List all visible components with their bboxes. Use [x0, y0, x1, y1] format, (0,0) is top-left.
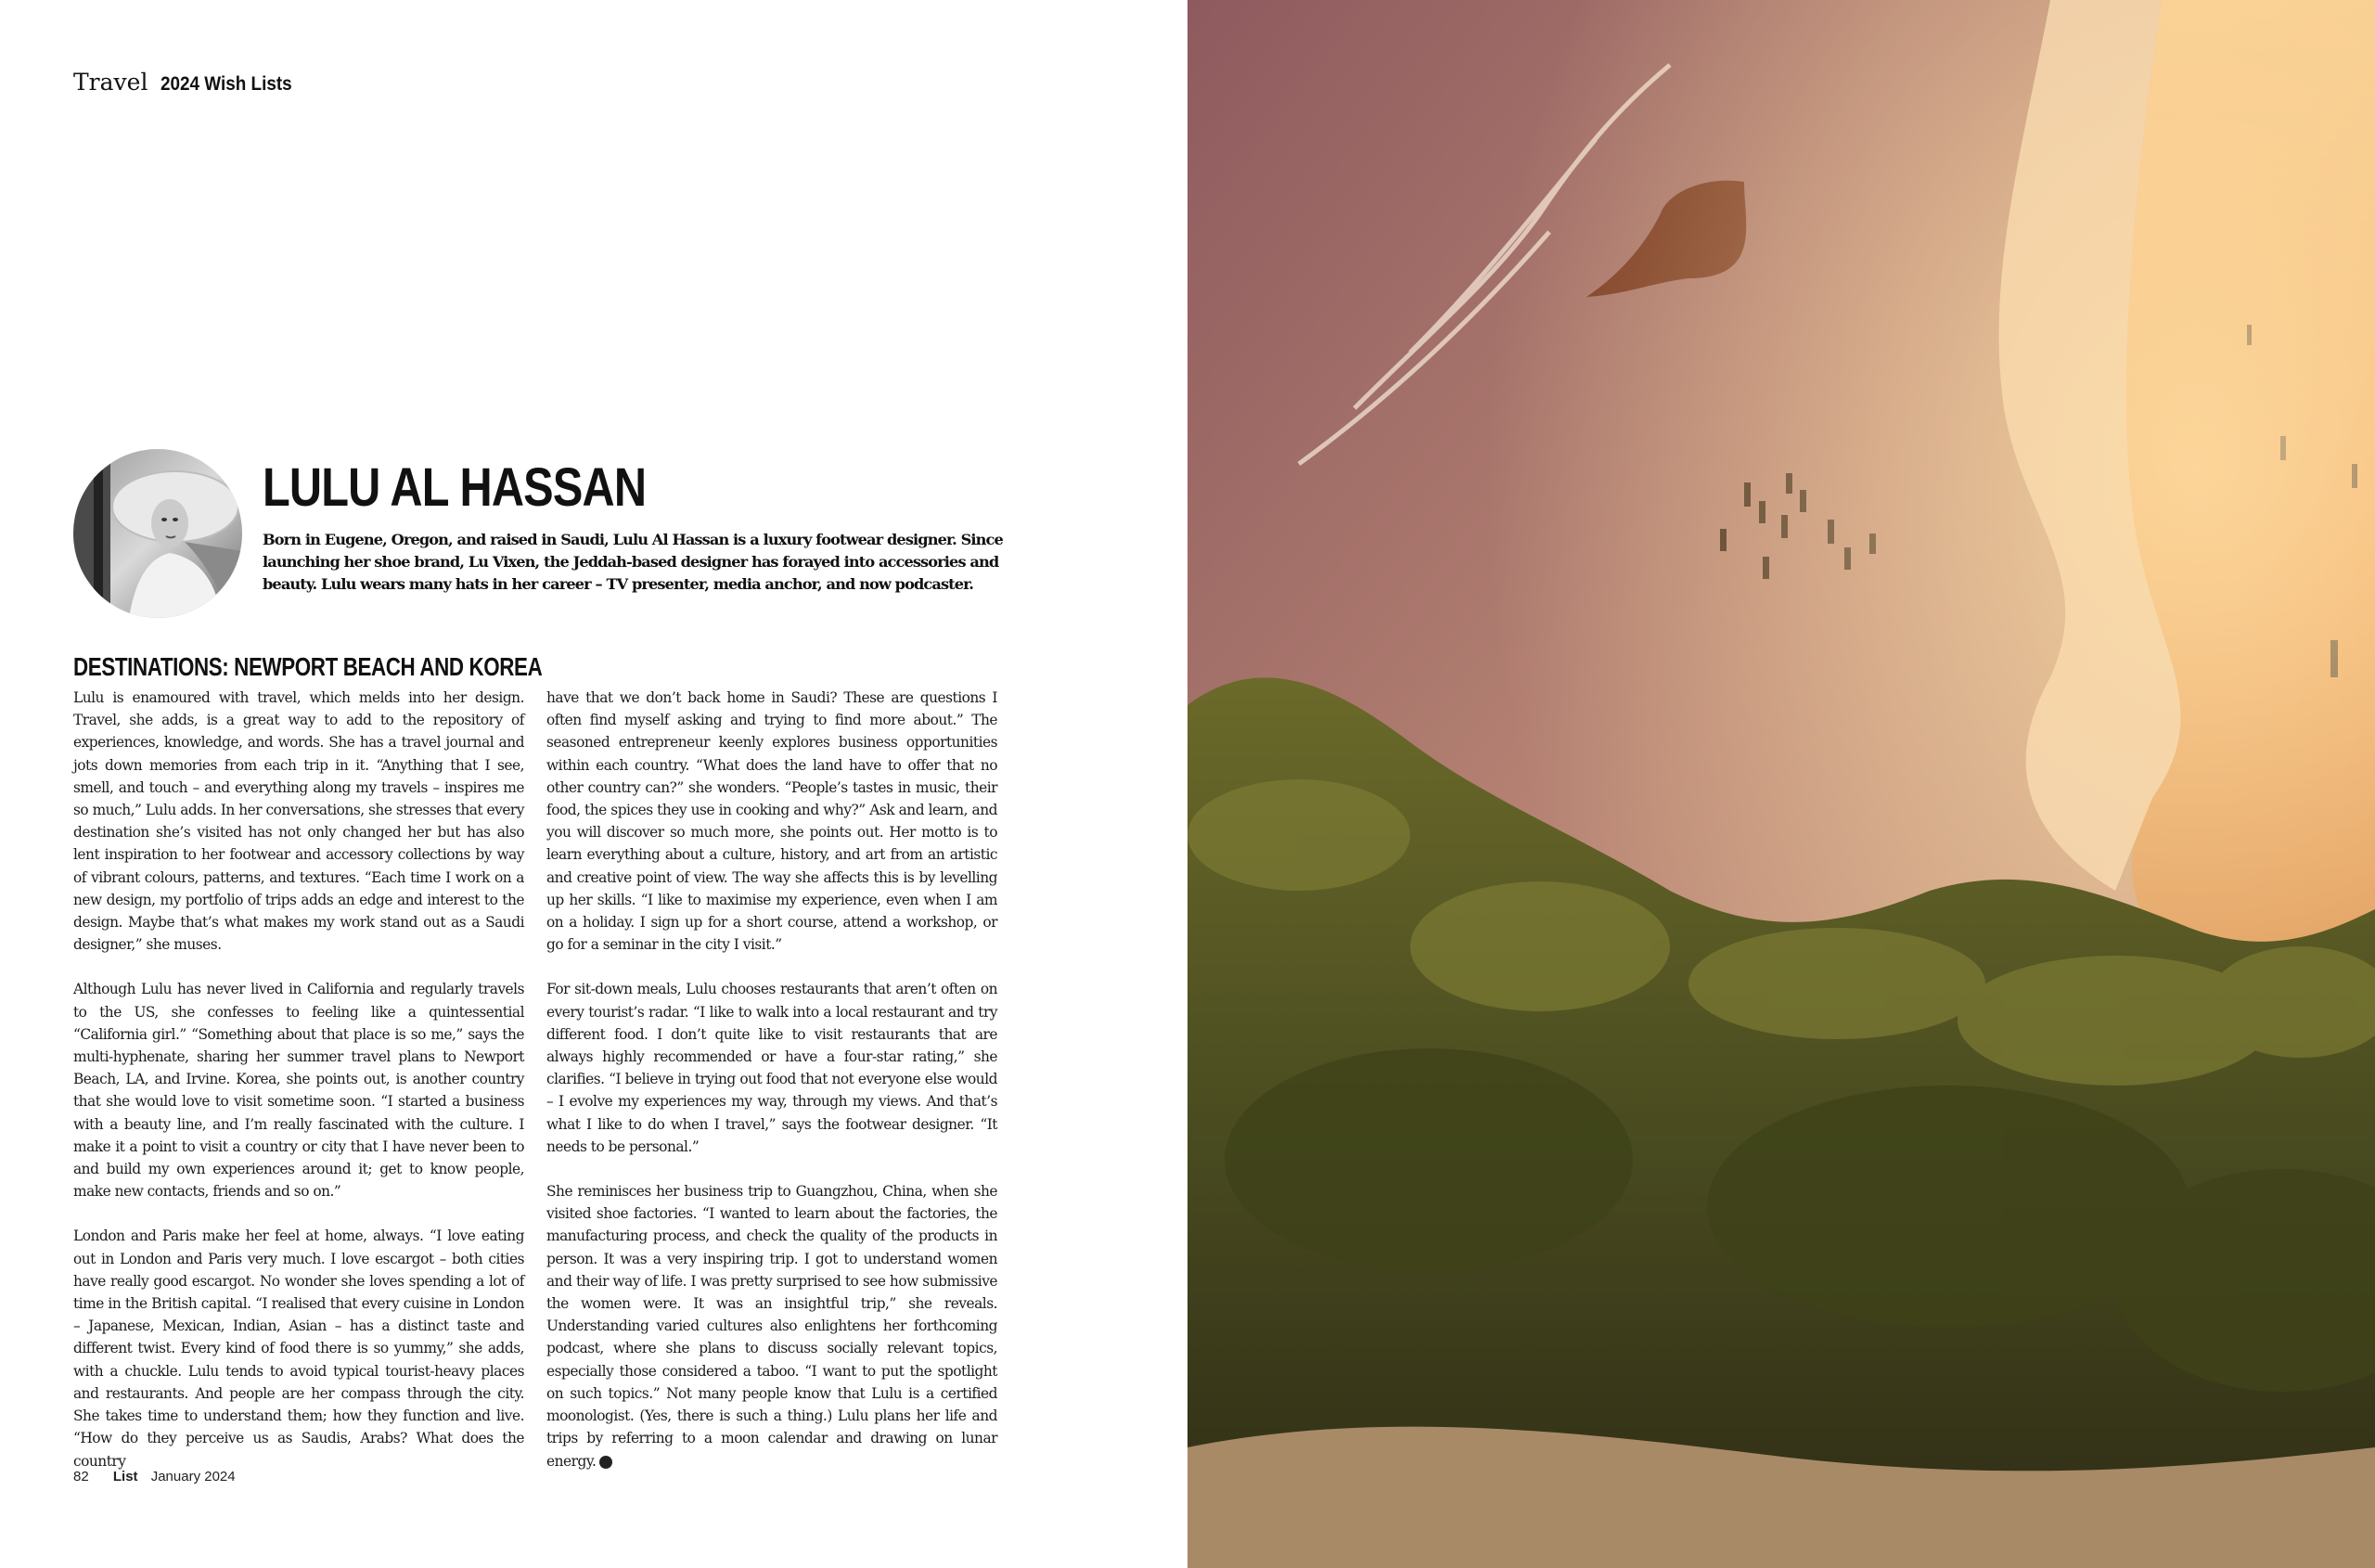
section-label: Travel — [73, 69, 148, 96]
paragraph: For sit-down meals, Lulu chooses restaurants that aren’t often on every tourist’s radar. “I like to walk into a local restaurant and try different food. I don’t quite like to visit restaurants that are always highly recommended or have a four-star rating,” she clarifies. “I believe in trying out food that not everyone else would – I evolve my experiences my way, through my views. And that’s what I like to do when I travel,” says the footwear designer. “It needs to be personal.” — [546, 981, 997, 1155]
profile-intro: Born in Eugene, Oregon, and raised in Saudi, Lulu Al Hassan is a luxury footwear designer. Since launching her shoe brand, Lu Vixen, the Jeddah-based designer has forayed into accessories and beauty. Lulu wears many hats in her career – TV presenter, media anchor, and now podcaster. — [263, 531, 1003, 594]
topic-label: 2024 Wish Lists — [160, 73, 293, 95]
running-header — [73, 69, 307, 96]
beach-photo — [1188, 0, 2375, 1568]
issue-date: January 2024 — [150, 1469, 236, 1484]
page-footer — [73, 1469, 236, 1484]
paragraph — [546, 1180, 997, 1472]
paragraph: London and Paris make her feel at home, always. “I love eating out in London and Paris very much. I love escargot – both cities have really good escargot. No wonder she loves spending a lot of time in the British capital. “I realised that every cuisine in London – Japanese, Mexican, Indian, Asian – has a distinct taste and different twist. Every kind of food there is so yummy,” she adds, with a chuckle. Lulu tends to avoid typical tourist-heavy places and restaurants. And people are her compass through the city. She takes time to understand them; how they function and live. “How do they perceive us as Saudis, Arabs? What does the country — [73, 1227, 524, 1470]
paragraph: Lulu is enamoured with travel, which melds into her design. Travel, she adds, is a great way to add to the repository of experiences, knowledge, and words. She has a travel journal and jots down memories from each trip in it. “Anything that I see, smell, and touch – and everything along my travels – inspires me so much,” Lulu adds. In her conversations, she stresses that every destination she’s visited has not only changed her but has also lent inspiration to her footwear and accessory collections by way of vibrant colours, patterns, and textures. “Each time I work on a new design, my portfolio of trips adds an edge and interest to the design. Maybe that’s what makes my work stand out as a Saudi designer,” she muses. — [73, 689, 524, 954]
page-number: 82 — [73, 1469, 89, 1484]
paragraph: have that we don’t back home in Saudi? These are questions I often find myself asking and trying to find more about.” The seasoned entrepreneur keenly explores business opportunities within each country. “What does the land have to offer that no other country can?” she wonders. “People’s tastes in music, their food, the spices they use in cooking and why?” Ask and learn, and you will discover so much more, she points out. Her motto is to learn everything about a culture, history, and art from an artistic and creative point of view. The way she affects this is by levelling up her skills. “I like to maximise my experience, even when I am on a holiday. I sign up for a short course, attend a workshop, or go for a seminar in the city I visit.” — [546, 689, 997, 954]
article-column-2 — [546, 687, 997, 1495]
paragraph-text: She reminisces her business trip to Guangzhou, China, when she visited shoe factories. “I wanted to learn about the factories, the manufacturing process, and check the quality of the products in person. It was a very inspiring trip. I got to understand women and their way of life. I was pretty surprised to see how submissive the women were. It was an insightful trip,” she reveals. Understanding varied cultures also enlightens her forthcoming podcast, where she plans to discuss socially relevant topics, especially those considered a taboo. “I want to put the spotlight on such topics.” Not many people know that Lulu is a certified moonologist. (Yes, there is such a thing.) Lulu plans her life and trips by referring to a moon calendar and drawing on lunar energy. — [546, 1183, 997, 1470]
article-subhead: DESTINATIONS: NEWPORT BEACH AND KOREA — [73, 652, 543, 681]
profile-name: LULU AL HASSAN — [263, 457, 647, 518]
paragraph: Although Lulu has never lived in California and regularly travels to the US, she confesses to feeling like a quintessential “California girl.” “Something about that place is so me,” says the multi-hyphenate, sharing her summer travel plans to Newport Beach, LA, and Irvine. Korea, she points out, is another country that she would love to visit sometime soon. “I started a business with a beauty line, and I’m really fascinated with the culture. I make it a point to visit a country or city that I have never been to and build my own experiences around it; get to know people, make new contacts, friends and so on.” — [73, 981, 524, 1201]
article-column-1 — [73, 687, 524, 1495]
magazine-brand: List — [112, 1469, 138, 1484]
portrait-photo — [73, 449, 242, 618]
end-of-article-icon — [599, 1456, 612, 1469]
